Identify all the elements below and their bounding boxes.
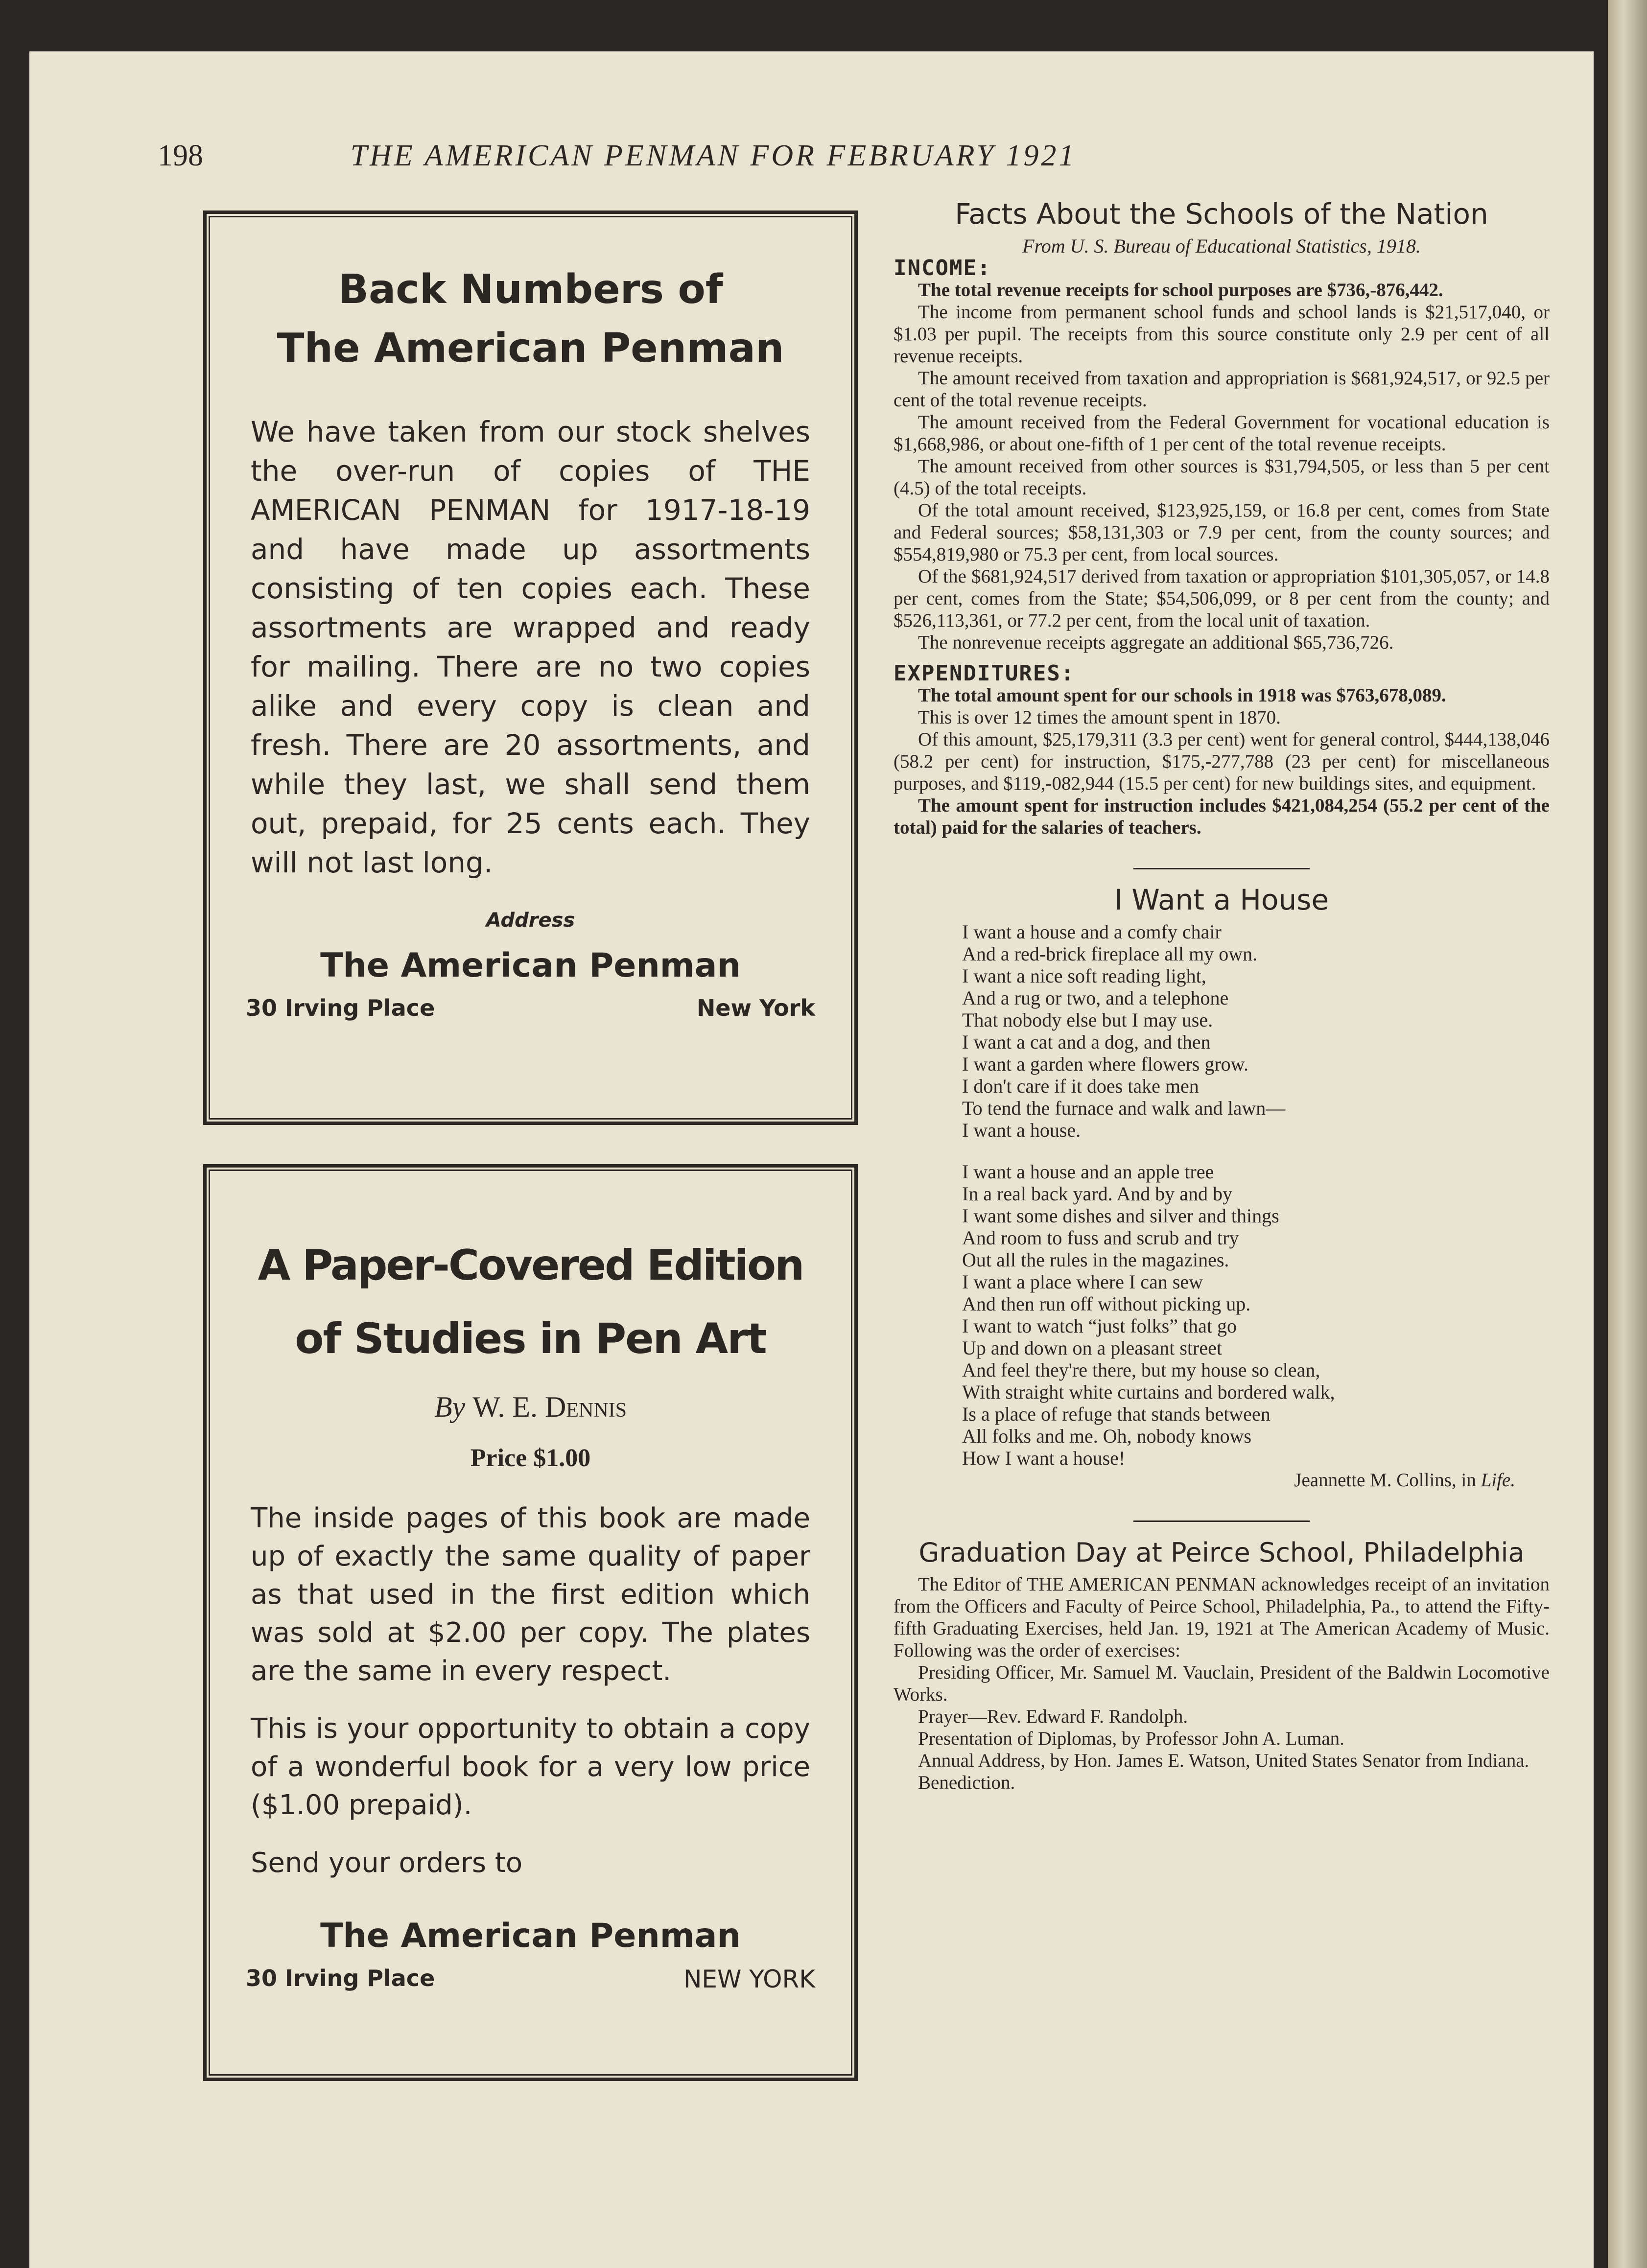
back-numbers-advertisement [203,210,858,1125]
facts-article [894,197,1550,1794]
street: 30 Irving Place [246,1965,435,1991]
income-para: The total revenue receipts for school purposes are $736,-876,442. [918,280,1443,301]
poem-stanza-2 [962,1161,1550,1469]
running-header [158,139,1269,173]
facts-title: Facts About the Schools of the Nation [955,197,1488,231]
send-orders: Send your orders to [251,1847,523,1879]
attribution-source: Life. [1481,1470,1515,1491]
income-para: The amount received from the Federal Government for vocational education is $1,668,986, or about one-fifth of 1 per cent of the total revenue receipts. [894,412,1550,455]
poem-line: I want a place where I can sew [962,1271,1203,1293]
page-number: 198 [158,139,203,172]
poem-line: And room to fuss and scrub and try [962,1227,1239,1249]
publisher-name: The American Penman [320,946,741,985]
ad-title-line2: The American Penman [277,325,784,372]
poem-line: Is a place of refuge that stands between [962,1403,1271,1425]
income-para: The amount received from other sources is $31,794,505, or less than 5 per cent (4.5) of the total receipts. [894,456,1550,499]
poem-line: Up and down on a pleasant street [962,1337,1222,1359]
poem-line: I want a cat and a dog, and then [962,1031,1211,1053]
expend-para: Of this amount, $25,179,311 (3.3 per cent) went for general control, $444,138,046 (58.2 per cent) for instruction, $175,-277,788 (23 per cent) for miscellaneous purposes, and $119,-082,944 (15.5 per cent) for new buildings sites, and equipment. [894,729,1550,794]
poem-line: And a red-brick fireplace all my own. [962,943,1258,965]
poem-line: And feel they're there, but my house so clean, [962,1359,1320,1381]
poem-line: I want to watch “just folks” that go [962,1315,1237,1337]
page-edge [1608,0,1647,2268]
author-name: W. E. Dennis [472,1391,627,1423]
graduation-para: Presentation of Diplomas, by Professor John A. Luman. [918,1728,1344,1749]
graduation-title: Graduation Day at Peirce School, Philadelphia [918,1537,1525,1568]
poem-line: To tend the furnace and walk and lawn— [962,1097,1286,1119]
income-para: Of the $681,924,517 derived from taxation or appropriation $101,305,057, or 14.8 per cent, comes from the State; $54,506,099, or 8 per cent from the county; and $526,113,361, or 77.2 per cent, from the local unit of taxation. [894,566,1550,631]
address-label: Address [486,909,575,932]
poem-line: I want a house and an apple tree [962,1161,1214,1183]
pen-art-advertisement [203,1164,858,2081]
attribution-author: Jeannette M. Collins, in [1294,1470,1476,1491]
ad-title-line1: Back Numbers of [338,266,723,313]
income-para: The nonrevenue receipts aggregate an additional $65,736,726. [918,632,1394,653]
poem-stanza-1 [962,921,1550,1141]
facts-source: From U. S. Bureau of Educational Statistics, 1918. [1022,235,1421,257]
income-para: The amount received from taxation and appropriation is $681,924,517, or 92.5 per cent of the total revenue receipts. [894,368,1550,411]
poem-line: All folks and me. Oh, nobody knows [962,1425,1252,1447]
income-para: Of the total amount received, $123,925,159, or 16.8 per cent, comes from State and Federal sources; $58,131,303 or 7.9 per cent, from the county sources; and $554,819,980 or 75.3 per cent, from local sources. [894,500,1550,565]
poem-line: Out all the rules in the magazines. [962,1249,1229,1271]
expend-para: The total amount spent for our schools in 1918 was $763,678,089. [918,685,1446,706]
byline-by: By [434,1391,466,1423]
publisher-address [246,1965,815,1993]
graduation-para: Annual Address, by Hon. James E. Watson, United States Senator from Indiana. [918,1750,1529,1771]
ad-title-line1: A Paper-Covered Edition [258,1241,803,1290]
byline [207,1390,854,1424]
running-title: THE AMERICAN PENMAN FOR FEBRUARY 1921 [350,139,1077,172]
income-para: The income from permanent school funds and school lands is $21,517,040, or $1.03 per pupil. The receipts from this source constitute only 2.9 per cent of all revenue receipts. [894,302,1550,367]
ad-title-line2: of Studies in Pen Art [295,1314,766,1363]
ad-body-1: The inside pages of this book are made up of exactly the same quality of paper as that used in the first edition which was sold at $2.00 per copy. The plates are the same in every respect. [251,1502,810,1687]
poem-line: And a rug or two, and a telephone [962,987,1229,1009]
poem-line: With straight white curtains and bordered walk, [962,1381,1335,1403]
street: 30 Irving Place [246,995,435,1021]
expenditures-heading: EXPENDITURES: [894,661,1075,686]
poem-line: I want a house and a comfy chair [962,921,1222,943]
poem-line: And then run off without picking up. [962,1293,1251,1315]
poem-title: I Want a House [1114,883,1329,916]
income-heading: INCOME: [894,256,991,281]
publisher-name: The American Penman [320,1917,741,1955]
graduation-para: Benediction. [918,1772,1015,1793]
ad-body: We have taken from our stock shelves the over-run of copies of THE AMERICAN PENMAN for 1917-18-19 and have made up assortments consisting of ten copies each. These assortments are wrapped and ready for mailing. There are no two copies alike and every copy is clean and fresh. There are 20 assortments, and while they last, we shall send them out, prepaid, for 25 cents each. They will not last long. [251,415,810,879]
poem-line: I want a garden where flowers grow. [962,1053,1248,1075]
graduation-para: Prayer—Rev. Edward F. Randolph. [918,1706,1188,1727]
city: NEW YORK [683,1965,815,1993]
expend-para: The amount spent for instruction includes $421,084,254 (55.2 per cent of the total) paid for the salaries of teachers. [894,795,1550,838]
price: Price $1.00 [470,1444,591,1472]
poem-line: I want a house. [962,1119,1081,1141]
graduation-para: The Editor of THE AMERICAN PENMAN acknowledges receipt of an invitation from the Officers and Faculty of Peirce School, Philadelphia, Pa., to attend the Fifty-fifth Graduating Exercises, held Jan. 19, 1921 at The American Academy of Music. Following was the order of exercises: [894,1574,1550,1661]
poem-line: I don't care if it does take men [962,1075,1199,1097]
poem-line: I want some dishes and silver and things [962,1205,1279,1227]
poem-attribution [894,1469,1515,1491]
publisher-address [246,995,815,1021]
graduation-para: Presiding Officer, Mr. Samuel M. Vauclain, President of the Baldwin Locomotive Works. [894,1662,1550,1705]
poem-line: That nobody else but I may use. [962,1009,1213,1031]
expend-para: This is over 12 times the amount spent in 1870. [918,707,1281,728]
poem-line: In a real back yard. And by and by [962,1183,1233,1205]
poem-line: I want a nice soft reading light, [962,965,1206,987]
ad-body-2: This is your opportunity to obtain a copy of a wonderful book for a very low price ($1.00 prepaid). [251,1713,810,1821]
city: New York [696,995,815,1021]
poem-line: How I want a house! [962,1447,1126,1469]
